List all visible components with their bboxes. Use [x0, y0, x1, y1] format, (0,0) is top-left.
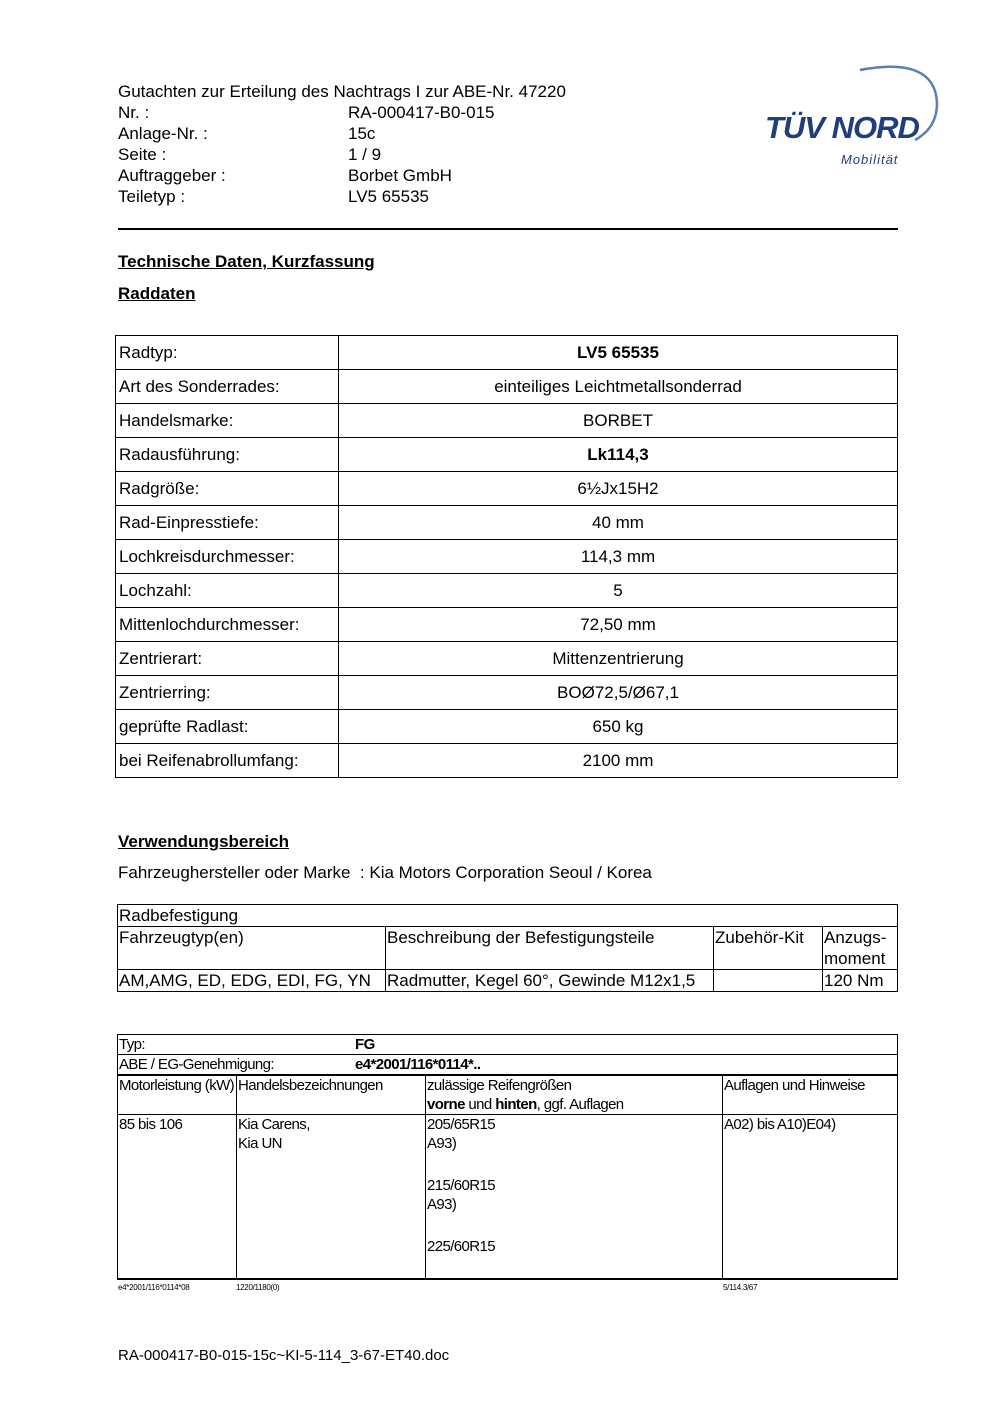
table-row: Radgröße: 6½Jx15H2 [116, 472, 898, 506]
approval-value: e4*2001/116*0114*.. [355, 1056, 481, 1073]
column-header: Motorleistung (kW) [118, 1075, 237, 1115]
usage-title: Verwendungsbereich [118, 832, 289, 851]
logo-brand: TÜV NORD [765, 110, 919, 145]
column-header: Beschreibung der Befestigungsteile [386, 927, 714, 970]
vehicle-type-table [117, 1034, 898, 1280]
section-subtitle: Raddaten [118, 284, 196, 303]
manufacturer-line [118, 863, 652, 883]
column-header: Auflagen und Hinweise [723, 1075, 898, 1115]
footer-code: e4*2001/116*0114*08 [118, 1283, 190, 1292]
column-header: zulässige Reifengrößen vorne und hinten, ggf. Auflagen [426, 1075, 723, 1115]
header-row: Teiletyp : LV5 65535 [118, 187, 429, 206]
type-value: FG [355, 1036, 375, 1053]
table-row: Mittenlochdurchmesser: 72,50 mm [116, 608, 898, 642]
type-label: Typ: [119, 1036, 145, 1053]
table-row [118, 1055, 898, 1076]
table-row [118, 1075, 898, 1115]
footer-code: 5/114.3/67 [723, 1283, 758, 1292]
table-row: geprüfte Radlast: 650 kg [116, 710, 898, 744]
table-row: Handelsmarke: BORBET [116, 404, 898, 438]
document-title: Gutachten zur Erteilung des Nachtrags I zur ABE-Nr. 47220 [118, 82, 566, 101]
table-row: Art des Sonderrades: einteiliges Leichtmetallsonderrad [116, 370, 898, 404]
approval-label: ABE / EG-Genehmigung: [119, 1056, 274, 1073]
table-row [118, 927, 898, 970]
wheel-data-table [115, 335, 898, 778]
table-row: bei Reifenabrollumfang: 2100 mm [116, 744, 898, 778]
table-row: Radtyp: LV5 65535 [116, 336, 898, 370]
header-row: Auftraggeber : Borbet GmbH [118, 166, 452, 185]
table-row: Lochkreisdurchmesser: 114,3 mm [116, 540, 898, 574]
header-row: Seite : 1 / 9 [118, 145, 382, 164]
table-row: Rad-Einpresstiefe: 40 mm [116, 506, 898, 540]
table-row: Zentrierart: Mittenzentrierung [116, 642, 898, 676]
table-row [118, 1035, 898, 1055]
document-filename: RA-000417-B0-015-15c~KI-5-114_3-67-ET40.doc [118, 1347, 450, 1364]
logo-subtitle: Mobilität [841, 152, 899, 167]
table-row [118, 905, 898, 927]
tuv-nord-logo [765, 58, 945, 173]
table-row: Radausführung: Lk114,3 [116, 438, 898, 472]
column-header: Anzugs-moment [823, 927, 898, 970]
column-header: Fahrzeugtyp(en) [118, 927, 386, 970]
fixing-title: Radbefestigung [118, 905, 898, 927]
table-row: Lochzahl: 5 [116, 574, 898, 608]
table-row: AM,AMG, ED, EDG, EDI, FG, YN Radmutter, Kegel 60°, Gewinde M12x1,5 120 Nm [118, 970, 898, 992]
header-divider [118, 228, 898, 230]
table-row: Zentrierring: BOØ72,5/Ø67,1 [116, 676, 898, 710]
document-header [118, 81, 566, 207]
table-row: 85 bis 106 Kia Carens, Kia UN 205/65R15 A93) 215/60R15 A93) 225/60R15 A02) bis A10)E04) [118, 1115, 898, 1279]
column-header: Zubehör-Kit [714, 927, 823, 970]
wheel-fixing-table [117, 904, 898, 992]
column-header: Handelsbezeichnungen [237, 1075, 426, 1115]
manufacturer-value: : Kia Motors Corporation Seoul / Korea [359, 863, 652, 882]
header-row: Nr. : RA-000417-B0-015 [118, 103, 495, 122]
header-row: Anlage-Nr. : 15c [118, 124, 376, 143]
footer-code: 1220/1180(0) [236, 1283, 280, 1292]
manufacturer-label: Fahrzeughersteller oder Marke [118, 863, 351, 882]
section-title: Technische Daten, Kurzfassung [118, 252, 375, 271]
